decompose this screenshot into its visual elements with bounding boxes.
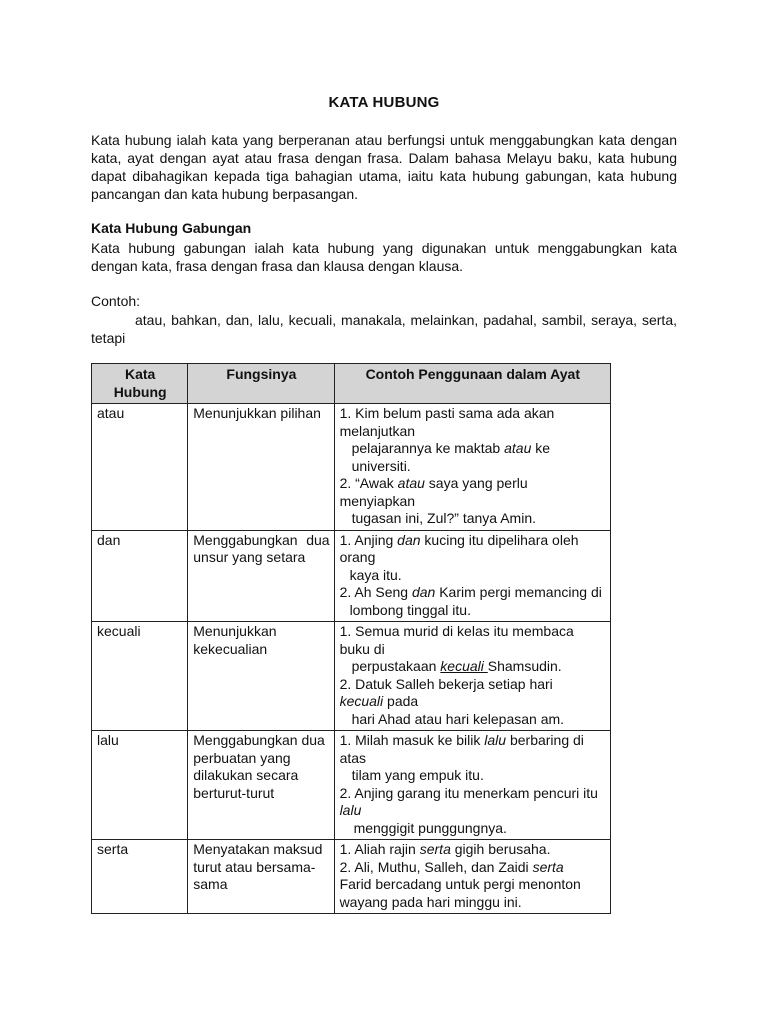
table-row: [92, 530, 611, 622]
cell-examples: [334, 530, 610, 622]
cell-examples: [334, 731, 610, 840]
table-row: [92, 404, 611, 531]
example-line: 1. Semua murid di kelas itu membaca buku di: [339, 623, 574, 657]
intro-paragraph: Kata hubung ialah kata yang berperanan atau berfungsi untuk menggabungkan kata dengan kata, ayat dengan ayat atau frasa dengan frasa. Dalam bahasa Melayu baku, kata hubung dapat dibahagikan kepada tiga bahagian utama, iaitu kata hubung gabungan, kata hubung pancangan dan kata hubung berpasangan.: [91, 132, 677, 202]
cell-function: Menggabungkan dua perbuatan yang dilakukan secara berturut-turut: [188, 731, 334, 840]
page-title: KATA HUBUNG: [328, 94, 440, 111]
table-row: [92, 622, 611, 731]
cell-word: dan: [92, 530, 188, 622]
example-line: 1. Milah masuk ke bilik lalu berbaring di atas: [339, 732, 584, 766]
contoh-list: atau, bahkan, dan, lalu, kecuali, manakala, melainkan, padahal, sambil, seraya, serta, tetapi: [91, 312, 677, 346]
section-paragraph: Kata hubung gabungan ialah kata hubung yang digunakan untuk menggabungkan kata dengan kata, frasa dengan frasa dan klausa dengan klausa.: [91, 240, 677, 274]
example-line: 1. Aliah rajin serta gigih berusaha.: [339, 841, 551, 857]
example-line: 2. Ah Seng dan Karim pergi memancing di: [339, 584, 602, 600]
cell-word: kecuali: [92, 622, 188, 731]
example-line: tugasan ini, Zul?” tanya Amin.: [351, 510, 536, 526]
cell-function: Menyatakan maksud turut atau bersama-sama: [188, 840, 334, 914]
example-line: 2. Anjing garang itu menerkam pencuri itu lalu: [339, 784, 598, 818]
example-line: 1. Anjing dan kucing itu dipelihara oleh orang: [339, 531, 579, 565]
kata-hubung-table: [91, 363, 611, 914]
cell-examples: [334, 840, 610, 914]
example-line: 2. “Awak atau saya yang perlu menyiapkan: [339, 475, 528, 509]
example-line: kecuali pada: [339, 693, 419, 709]
example-line: hari Ahad atau hari kelepasan am.: [351, 710, 565, 727]
example-line: 2. Datuk Salleh bekerja setiap hari: [339, 675, 553, 692]
table-header-row: [92, 364, 611, 404]
cell-word: atau: [92, 404, 188, 531]
example-line: kaya itu.: [349, 566, 402, 583]
cell-word: serta: [92, 840, 188, 914]
cell-examples: [334, 404, 610, 531]
cell-function: Menunjukkan pilihan: [188, 404, 334, 531]
example-line: 2. Ali, Muthu, Salleh, dan Zaidi serta: [339, 858, 564, 875]
example-line: lombong tinggal itu.: [349, 601, 471, 618]
example-line: perpustakaan kecuali Shamsudin.: [351, 658, 562, 674]
cell-function: Menunjukkan kekecualian: [188, 622, 334, 731]
section-heading: Kata Hubung Gabungan: [91, 220, 252, 236]
example-line: menggigit punggungnya.: [353, 819, 507, 836]
contoh-label: Contoh:: [91, 293, 141, 309]
cell-word: lalu: [92, 731, 188, 840]
table-row: [92, 840, 611, 914]
header-fungsinya: Fungsinya: [188, 364, 334, 404]
header-kata-hubung: Kata Hubung: [92, 364, 188, 404]
cell-function: Menggabungkan dua unsur yang setara: [188, 530, 334, 622]
header-contoh: Contoh Penggunaan dalam Ayat: [334, 364, 610, 404]
example-line: tilam yang empuk itu.: [351, 767, 484, 783]
example-line: 1. Kim belum pasti sama ada akan melanjutkan: [339, 405, 555, 439]
cell-examples: [334, 622, 610, 731]
example-line: pelajarannya ke maktab atau ke universiti.: [351, 440, 551, 474]
example-line: Farid bercadang untuk pergi menonton wayang pada hari minggu ini.: [339, 876, 581, 910]
table-row: [92, 731, 611, 840]
